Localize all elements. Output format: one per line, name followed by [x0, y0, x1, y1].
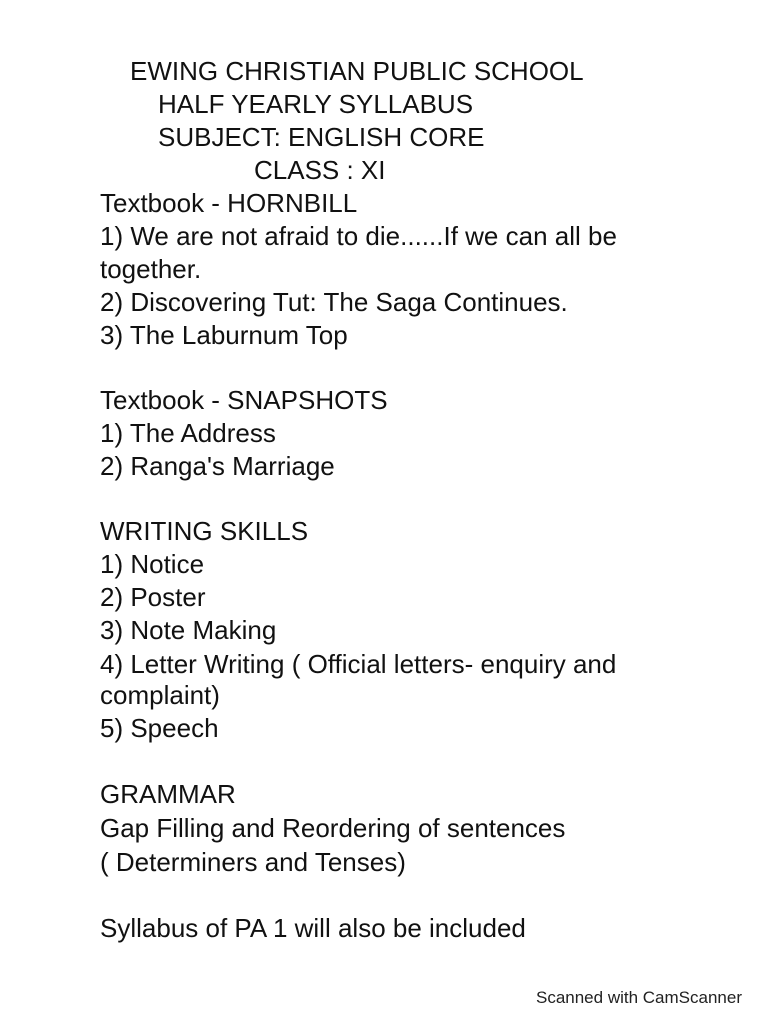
writing-item: 2) Poster — [100, 582, 206, 612]
hornbill-heading: Textbook - HORNBILL — [100, 188, 358, 218]
hornbill-item: 1) We are not afraid to die......If we can all be — [100, 221, 617, 251]
exam-title: HALF YEARLY SYLLABUS — [158, 89, 474, 119]
school-name: EWING CHRISTIAN PUBLIC SCHOOL — [130, 56, 584, 86]
grammar-heading: GRAMMAR — [100, 779, 236, 809]
snapshots-item: 1) The Address — [100, 418, 276, 448]
hornbill-item: together. — [100, 254, 202, 284]
writing-heading: WRITING SKILLS — [100, 516, 309, 546]
pa1-note: Syllabus of PA 1 will also be included — [100, 913, 526, 943]
writing-item: 3) Note Making — [100, 615, 277, 645]
grammar-item: Gap Filling and Reordering of sentences — [100, 813, 566, 843]
subject-line: SUBJECT: ENGLISH CORE — [158, 122, 485, 152]
hornbill-item: 2) Discovering Tut: The Saga Continues. — [100, 287, 568, 317]
snapshots-heading: Textbook - SNAPSHOTS — [100, 385, 388, 415]
camscanner-footer: Scanned with CamScanner — [535, 988, 742, 1007]
writing-item: 4) Letter Writing ( Official letters- enquiry and — [100, 649, 617, 679]
grammar-item: ( Determiners and Tenses) — [100, 847, 406, 877]
hornbill-item: 3) The Laburnum Top — [100, 320, 348, 350]
writing-item: 1) Notice — [100, 549, 205, 579]
snapshots-item: 2) Ranga's Marriage — [100, 451, 335, 481]
class-line: CLASS : XI — [254, 155, 386, 185]
writing-item: complaint) — [100, 680, 220, 710]
writing-item: 5) Speech — [100, 713, 219, 743]
